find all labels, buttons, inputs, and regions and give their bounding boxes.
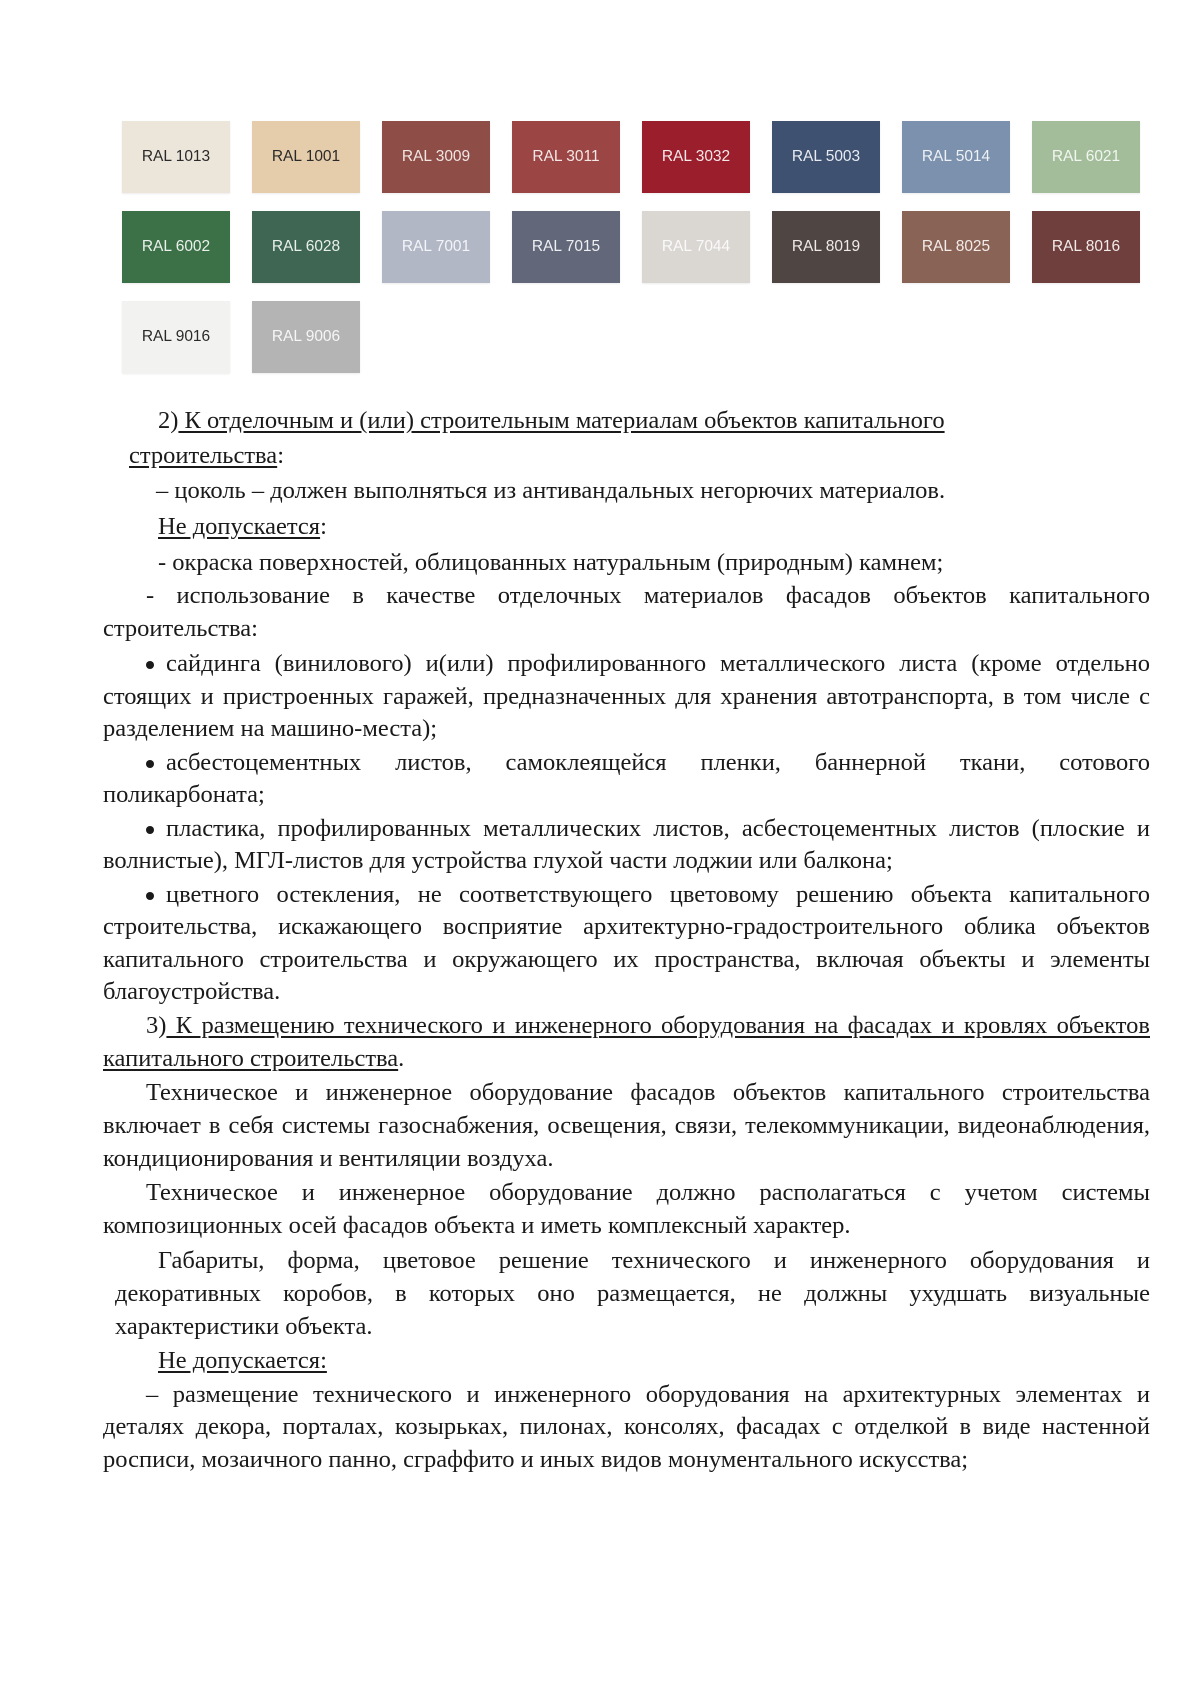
color-swatch: RAL 3032 xyxy=(642,121,750,193)
color-swatch: RAL 5014 xyxy=(902,121,1010,193)
color-swatch: RAL 5003 xyxy=(772,121,880,193)
ispolzovanie-paragraph: - использование в качестве отделочных материалов фасадов объектов капитального строительства: xyxy=(103,582,1150,642)
section-2-heading xyxy=(115,404,1150,437)
color-swatch: RAL 7044 xyxy=(642,211,750,283)
color-swatch: RAL 3011 xyxy=(512,121,620,193)
equipment-paragraph-2: Техническое и инженерное оборудование должно располагаться с учетом системы композиционных осей фасадов объекта и иметь комплексный характер. xyxy=(103,1178,1150,1239)
bullet-dot-icon xyxy=(146,760,154,768)
color-swatch: RAL 6028 xyxy=(252,211,360,283)
color-swatch: RAL 9016 xyxy=(122,301,230,373)
color-swatch: RAL 9006 xyxy=(252,301,360,373)
color-swatch: RAL 8016 xyxy=(1032,211,1140,283)
color-swatch: RAL 6021 xyxy=(1032,121,1140,193)
bullet-asbestos: асбестоцементных листов, самоклеящейся пленки, баннерной ткани, сотового поликарбоната; xyxy=(103,748,1150,808)
color-swatch: RAL 7001 xyxy=(382,211,490,283)
color-swatch: RAL 3009 xyxy=(382,121,490,193)
not-allowed-heading-2: Не допускается: xyxy=(158,1346,327,1374)
document-body xyxy=(103,404,1150,1476)
ral-color-palette xyxy=(122,121,1144,391)
swatch-row xyxy=(122,301,1144,373)
section-3-heading: 3) К размещению технического и инженерного оборудования на фасадах и кровлях объектов капитального строительства. xyxy=(103,1011,1150,1072)
equipment-restriction: – размещение технического и инженерного оборудования на архитектурных элементах и деталях декора, порталах, козырьках, пилонах, консолях, фасадах с отделкой в виде настенной росписи, мозаичного панно, сграффито и иных видов монументального искусства; xyxy=(103,1380,1150,1473)
section-2-title-cont: строительства xyxy=(129,442,278,469)
section-3-number: 3) xyxy=(146,1011,167,1039)
swatch-row xyxy=(122,211,1144,283)
color-swatch: RAL 8025 xyxy=(902,211,1010,283)
equipment-paragraph-3: Габариты, форма, цветовое решение технического и инженерного оборудования и декоративных коробов, в которых оно размещается, не должны ухудшать визуальные характеристики объекта. xyxy=(115,1246,1150,1340)
color-swatch: RAL 8019 xyxy=(772,211,880,283)
section-2-title: К отделочным и (или) строительным материалам объектов капитального xyxy=(178,407,945,434)
bullet-plastic: пластика, профилированных металлических листов, асбестоцементных листов (плоские и волнистые), МГЛ-листов для устройства глухой части лоджии или балкона; xyxy=(103,814,1150,874)
equipment-paragraph-1: Техническое и инженерное оборудование фасадов объектов капитального строительства включает в себя системы газоснабжения, освещения, связи, телекоммуникации, видеонаблюдения, кондиционирования и вентиляции воздуха. xyxy=(103,1078,1150,1172)
color-swatch: RAL 1001 xyxy=(252,121,360,193)
okraska-line: - окраска поверхностей, облицованных натуральным (природным) камнем; xyxy=(158,549,944,576)
section-2-number: 2) xyxy=(158,407,179,434)
section-3-title: К размещению технического и инженерного оборудования на фасадах и кровлях объектов капитального строительства xyxy=(103,1011,1150,1072)
color-swatch: RAL 6002 xyxy=(122,211,230,283)
bullet-dot-icon xyxy=(146,892,154,900)
bullet-glazing: цветного остекления, не соответствующего цветовому решению объекта капитального строительства, искажающего восприятие архитектурно-градостроительного облика объектов капитального строительства и окружающего их пространства, включая объекты и элементы благоустройства. xyxy=(103,880,1150,1005)
section-2-heading-cont: строительства: xyxy=(129,442,284,469)
swatch-row xyxy=(122,121,1144,193)
bullet-dot-icon xyxy=(146,826,154,834)
color-swatch: RAL 7015 xyxy=(512,211,620,283)
cokol-line: – цоколь – должен выполняться из антивандальных негорючих материалов. xyxy=(156,477,946,504)
color-swatch: RAL 1013 xyxy=(122,121,230,193)
bullet-siding: сайдинга (винилового) и(или) профилированного металлического листа (кроме отдельно стоящих и пристроенных гаражей, предназначенных для хранения автотранспорта, в том числе с разделением на машино-места); xyxy=(103,650,1150,742)
not-allowed-heading-1: Не допускается: xyxy=(158,513,327,540)
bullet-dot-icon xyxy=(146,661,154,669)
